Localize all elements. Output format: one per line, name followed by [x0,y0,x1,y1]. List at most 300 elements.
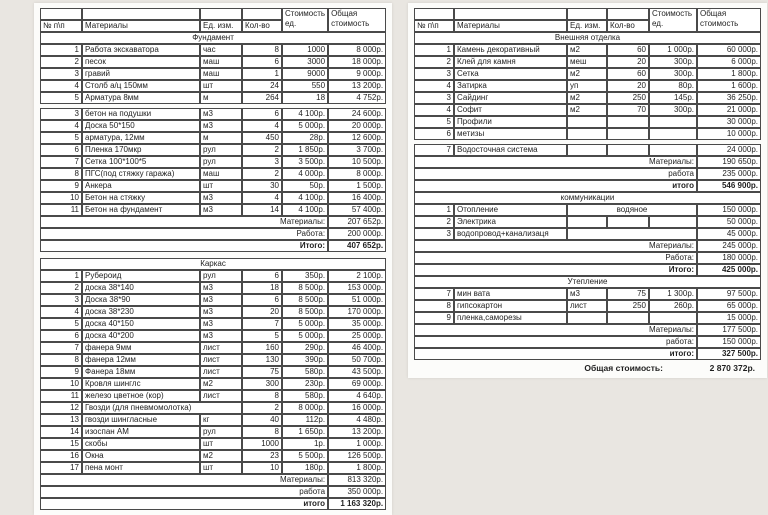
totals-label: работа [40,486,328,498]
unit: м2 [567,44,607,56]
unit: маш [200,56,242,68]
grand-total-label: Общая стоимость: [584,363,663,373]
unit: м3 [200,120,242,132]
table-row [414,68,761,80]
row-num: 6 [40,330,82,342]
unit-price: 580р. [282,366,328,378]
totals-row [414,324,761,336]
table-row [40,282,386,294]
total-cost: 8 000р. [328,44,386,56]
quantity: 6 [242,270,282,282]
header-spacer [607,8,649,20]
table-row [414,92,761,104]
material-name: железо цветное (кор) [82,390,200,402]
material-name: песок [82,56,200,68]
col-header-unit-price: Стоимость ед. [282,8,328,32]
section-title: Фундамент [40,32,386,44]
quantity: 1000 [242,438,282,450]
table-row [40,192,386,204]
col-header-total-cost: Общая стоимость [697,8,761,32]
totals-label: Итого: [414,264,697,276]
unit-price: 1 650р. [282,426,328,438]
unit: шт [200,180,242,192]
unit-price: 4 000р. [282,168,328,180]
totals-value: 407 652р. [328,240,386,252]
material-name: пена монт [82,462,200,474]
total-cost: 13 200р. [328,426,386,438]
row-num: 4 [40,306,82,318]
col-header-qty: Кол-во [607,20,649,32]
unit-price: 18 [282,92,328,104]
total-cost: 25 000р. [328,330,386,342]
material-name: Гвозди (для пневмомолотка) [82,402,242,414]
unit-price: 230р. [282,378,328,390]
material-name: доска 38*140 [82,282,200,294]
table-row [40,414,386,426]
material-name: метизы [454,128,567,140]
table-row [40,44,386,56]
material-name: доска 40*200 [82,330,200,342]
unit-price: 8 500р. [282,306,328,318]
row-num: 3 [40,68,82,80]
material-name: Профили [454,116,567,128]
row-num: 2 [40,56,82,68]
total-cost: 2 100р. [328,270,386,282]
row-num: 3 [40,294,82,306]
table-row [414,104,761,116]
unit-price: 4 100р. [282,204,328,216]
quantity [607,144,649,156]
material-name: гипсокартон [454,300,567,312]
table-row [40,120,386,132]
unit [567,216,607,228]
quantity: 20 [607,80,649,92]
unit-price: 5 500р. [282,450,328,462]
quantity: 40 [242,414,282,426]
quantity [607,216,649,228]
quantity: 8 [242,390,282,402]
unit-price [649,312,697,324]
col-header-unit: Ед. изм. [200,20,242,32]
total-cost: 170 000р. [328,306,386,318]
unit [567,116,607,128]
table-row [40,92,386,104]
totals-row [414,252,761,264]
unit: шт [200,462,242,474]
totals-label: итого [414,180,697,192]
total-cost: 35 000р. [328,318,386,330]
table-row [414,144,761,156]
unit: м3 [200,204,242,216]
row-num: 11 [40,390,82,402]
unit-price: 1 850р. [282,144,328,156]
unit: рул [200,270,242,282]
row-num: 9 [40,180,82,192]
unit-price: 550 [282,80,328,92]
total-cost: 16 000р. [328,402,386,414]
unit: лист [200,354,242,366]
material-name: ПГС(под стяжку гаража) [82,168,200,180]
row-num: 1 [414,44,454,56]
row-num: 4 [414,80,454,92]
table-row [414,44,761,56]
section-title: Утепление [414,276,761,288]
total-cost: 69 000р. [328,378,386,390]
total-cost: 20 000р. [328,120,386,132]
total-cost: 10 000р. [697,128,761,140]
row-num: 4 [414,104,454,116]
totals-row [40,498,386,510]
total-cost: 4 480р. [328,414,386,426]
row-num: 5 [40,132,82,144]
row-num: 10 [40,378,82,390]
material-name: доска 40*150 [82,318,200,330]
totals-value: 180 000р. [697,252,761,264]
table-row [414,204,761,216]
table-row [414,312,761,324]
table-row [40,144,386,156]
totals-row [40,486,386,498]
unit-price: 112р. [282,414,328,426]
totals-value: 150 000р. [697,336,761,348]
unit: м2 [567,92,607,104]
quantity: 2 [242,402,282,414]
totals-label: Материалы: [40,474,328,486]
material-name: гвозди шингласные [82,414,200,426]
total-cost: 1 600р. [697,80,761,92]
unit-price: 300р. [649,104,697,116]
totals-value: 1 163 320р. [328,498,386,510]
table-row [40,168,386,180]
quantity: 20 [607,56,649,68]
quantity: 300 [242,378,282,390]
material-name: Сетка [454,68,567,80]
material-name: водопровод+канализаця [454,228,567,240]
total-cost: 50 700р. [328,354,386,366]
material-name: Кровля шинглс [82,378,200,390]
unit-price: 145р. [649,92,697,104]
col-header-qty: Кол-во [242,20,282,32]
row-num: 1 [40,44,82,56]
table-row [40,378,386,390]
unit-price: 5 000р. [282,318,328,330]
col-header-num: № п\п [40,20,82,32]
material-name: Окна [82,450,200,462]
table-row [40,342,386,354]
unit-price: 4 100р. [282,192,328,204]
estimate-table-left [40,8,386,510]
unit-price: 28р. [282,132,328,144]
total-cost: 18 000р. [328,56,386,68]
quantity: 2 [242,144,282,156]
quantity: 250 [607,92,649,104]
totals-label: Материалы: [40,216,328,228]
unit-price: 290р. [282,342,328,354]
col-header-unit: Ед. изм. [567,20,607,32]
unit: м [200,92,242,104]
unit: рул [200,144,242,156]
unit-price [649,128,697,140]
unit: рул [200,426,242,438]
quantity: 6 [242,294,282,306]
estimate-table-right [414,8,761,360]
row-num: 3 [414,228,454,240]
material-name: мин вата [454,288,567,300]
material-name: Бетон на стяжку [82,192,200,204]
quantity [607,128,649,140]
row-num: 4 [40,120,82,132]
quantity: 250 [607,300,649,312]
table-row [40,318,386,330]
material-name: Сайдинг [454,92,567,104]
table-row [414,56,761,68]
table-row [40,330,386,342]
total-cost: 24 000р. [697,144,761,156]
table-row [40,462,386,474]
unit-price [649,144,697,156]
total-cost: 1 800р. [328,462,386,474]
total-cost: 13 200р. [328,80,386,92]
unit-price [649,116,697,128]
totals-label: Работа: [40,228,328,240]
table-row [414,128,761,140]
table-row [414,216,761,228]
quantity: 6 [242,56,282,68]
unit [567,128,607,140]
total-cost: 12 600р. [328,132,386,144]
col-header-materials: Материалы [454,20,567,32]
row-num: 1 [40,270,82,282]
totals-row [414,168,761,180]
unit-price: 3 500р. [282,156,328,168]
unit-price: 180р. [282,462,328,474]
total-cost: 1 000р. [328,438,386,450]
unit-price: 5 000р. [282,330,328,342]
quantity: 18 [242,282,282,294]
section-title: Внешняя отделка [414,32,761,44]
totals-label: итого [40,498,328,510]
total-cost: 150 000р. [697,204,761,216]
totals-label: Работа: [414,252,697,264]
unit-price: 8 000р. [282,402,328,414]
total-cost: 24 600р. [328,108,386,120]
estimate-sheet-right [408,3,767,378]
totals-value: 813 320р. [328,474,386,486]
totals-row [414,348,761,360]
unit: лист [200,342,242,354]
totals-label: Материалы: [414,240,697,252]
unit: м [200,132,242,144]
unit-price: 300р. [649,68,697,80]
material-name: Работа экскаватора [82,44,200,56]
unit: м2 [200,450,242,462]
col-header-num: № п\п [414,20,454,32]
unit [567,144,607,156]
unit-price: 350р. [282,270,328,282]
material-name: пленка,саморезы [454,312,567,324]
header-spacer [567,8,607,20]
section-header-row [414,32,761,44]
total-cost: 36 250р. [697,92,761,104]
table-row [40,390,386,402]
quantity: 1 [242,68,282,80]
unit: меш [567,56,607,68]
table-row [40,56,386,68]
unit-price: 1р. [282,438,328,450]
material-name: Софит [454,104,567,116]
row-num: 7 [40,342,82,354]
table-row [414,80,761,92]
totals-value: 200 000р. [328,228,386,240]
row-num: 8 [414,300,454,312]
quantity: 75 [242,366,282,378]
row-num: 13 [40,414,82,426]
section-title: Каркас [40,258,386,270]
merged-detail-cell: водяное [567,204,697,216]
row-num: 4 [40,80,82,92]
quantity: 2 [242,168,282,180]
grand-total-row [414,363,761,373]
row-num: 15 [40,438,82,450]
unit: м2 [567,104,607,116]
quantity: 75 [607,288,649,300]
quantity: 6 [242,108,282,120]
row-num: 8 [40,168,82,180]
unit: уп [567,80,607,92]
totals-row [414,336,761,348]
quantity: 450 [242,132,282,144]
grand-total-value: 2 870 372р. [709,363,755,373]
row-num: 1 [414,204,454,216]
row-num: 9 [414,312,454,324]
quantity: 4 [242,120,282,132]
material-name: Фанера 18мм [82,366,200,378]
total-cost: 60 000р. [697,44,761,56]
unit-price: 260р. [649,300,697,312]
quantity: 3 [242,156,282,168]
material-name: Анкера [82,180,200,192]
totals-value: 350 000р. [328,486,386,498]
unit [567,312,607,324]
material-name: фанера 9мм [82,342,200,354]
row-num: 7 [40,156,82,168]
row-num: 17 [40,462,82,474]
row-num: 3 [414,92,454,104]
unit: лист [567,300,607,312]
totals-value: 327 500р. [697,348,761,360]
unit: м2 [200,378,242,390]
table-row [414,228,761,240]
quantity: 8 [242,44,282,56]
material-name: доска 38*230 [82,306,200,318]
totals-value: 245 000р. [697,240,761,252]
unit: м3 [200,282,242,294]
material-name: Рубероид [82,270,200,282]
totals-row [40,240,386,252]
quantity: 60 [607,68,649,80]
unit: лист [200,390,242,402]
material-name: скобы [82,438,200,450]
quantity: 8 [242,426,282,438]
table-row [40,402,386,414]
total-cost: 8 000р. [328,168,386,180]
unit: маш [200,168,242,180]
material-name: арматура, 12мм [82,132,200,144]
merged-detail-cell [567,228,697,240]
unit: кг [200,414,242,426]
total-cost: 4 752р. [328,92,386,104]
unit: шт [200,80,242,92]
section-header-row [414,276,761,288]
unit-price: 3000 [282,56,328,68]
material-name: Доска 38*90 [82,294,200,306]
table-row [414,300,761,312]
unit-price: 300р. [649,56,697,68]
material-name: изоспан АМ [82,426,200,438]
totals-row [40,216,386,228]
header-spacer [40,8,82,20]
material-name: Доска 50*150 [82,120,200,132]
row-num: 10 [40,192,82,204]
row-num: 2 [414,56,454,68]
totals-value: 177 500р. [697,324,761,336]
total-cost: 1 800р. [697,68,761,80]
unit: м3 [567,288,607,300]
table-row [40,132,386,144]
totals-row [414,180,761,192]
total-cost: 97 500р. [697,288,761,300]
unit-price: 80р. [649,80,697,92]
totals-label: итого: [414,348,697,360]
unit-price: 50р. [282,180,328,192]
header-spacer [242,8,282,20]
unit: рул [200,156,242,168]
material-name: гравий [82,68,200,80]
section-title: коммуникации [414,192,761,204]
table-row [40,156,386,168]
unit-price: 4 100р. [282,108,328,120]
row-num: 8 [40,354,82,366]
quantity: 4 [242,192,282,204]
unit: шт [200,438,242,450]
table-row [40,354,386,366]
header-spacer [454,8,567,20]
row-num: 16 [40,450,82,462]
row-num: 3 [414,68,454,80]
quantity: 60 [607,44,649,56]
quantity: 160 [242,342,282,354]
quantity: 5 [242,330,282,342]
table-row [40,294,386,306]
total-cost: 46 400р. [328,342,386,354]
quantity: 70 [607,104,649,116]
totals-row [414,156,761,168]
material-name: фанера 12мм [82,354,200,366]
quantity: 14 [242,204,282,216]
total-cost: 65 000р. [697,300,761,312]
estimate-sheet-left [34,3,392,515]
material-name: Электрика [454,216,567,228]
table-row [414,288,761,300]
table-row [40,80,386,92]
totals-row [40,228,386,240]
unit: м2 [567,68,607,80]
total-cost: 153 000р. [328,282,386,294]
totals-value: 546 900р. [697,180,761,192]
quantity [607,312,649,324]
quantity: 264 [242,92,282,104]
unit-price: 8 500р. [282,282,328,294]
